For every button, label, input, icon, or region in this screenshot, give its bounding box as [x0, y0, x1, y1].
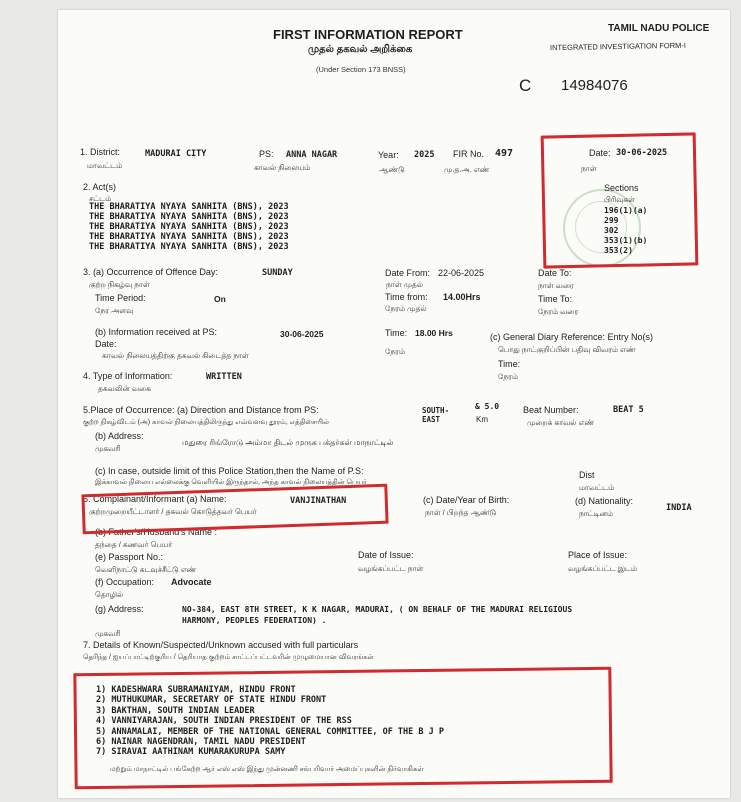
- form-name: INTEGRATED INVESTIGATION FORM-I: [549, 40, 687, 53]
- place-tamil: குற்ற நிகழ்விடம் (அ) காவல் நிலையத்திலிருந்து எவ்வளவு தூரம், எத்திசையில்: [83, 419, 329, 426]
- fir-value: 497: [495, 148, 514, 159]
- district-label: 1. District:: [80, 147, 121, 157]
- highlight-accused: [73, 667, 612, 790]
- occupation-tamil: தொழில்: [95, 590, 124, 599]
- beat-value: BEAT 5: [613, 405, 644, 415]
- sections-tamil: பிரிவுகள்: [604, 195, 635, 204]
- section-row: 302: [604, 226, 619, 235]
- passport-label: (e) Passport No.:: [95, 552, 164, 562]
- complainant-name: VANJINATHAN: [290, 496, 347, 506]
- district-tamil: மாவட்டம்: [87, 161, 123, 170]
- report-subtitle: (Under Section 173 BNSS): [316, 65, 406, 74]
- dist-label: Dist: [579, 470, 595, 480]
- ps-value: ANNA NAGAR: [286, 150, 338, 160]
- accused-row: 6) NAINAR NAGENDRAN, TAMIL NADU PRESIDENT: [96, 737, 306, 748]
- section-row: 299: [604, 216, 619, 225]
- info-type-value: WRITTEN: [206, 372, 242, 382]
- place-label: 5.Place of Occurrence: (a) Direction and Distance from PS:: [83, 405, 319, 415]
- year-value: 2025: [414, 150, 435, 160]
- accused-row: 1) KADESHWARA SUBRAMANIYAM, HINDU FRONT: [96, 685, 296, 695]
- date-from-label: Date From:: [385, 268, 431, 278]
- gd-time-label: Time:: [498, 359, 521, 369]
- gd-tamil: பொது நாட்குறிப்பின் பதிவு விவரம் எண்: [498, 345, 636, 354]
- accused-row: 4) VANNIYARAJAN, SOUTH INDIAN PRESIDENT OF THE RSS: [96, 716, 352, 727]
- issue-date-label: Date of Issue:: [358, 550, 414, 560]
- gd-time-tamil: நேரம்: [498, 372, 519, 381]
- nationality-tamil: நாட்டினம்: [579, 509, 613, 518]
- year-label: Year:: [378, 150, 399, 160]
- issue-date-tamil: வழங்கப்பட்ட நாள்: [358, 564, 424, 573]
- highlight-complainant: [81, 484, 388, 535]
- time-from-tamil: நேரம் முதல்: [385, 304, 427, 313]
- occurrence-tamil: குற்ற நிகழ்வு நாள்: [89, 280, 150, 289]
- date-from-tamil: நாள் முதல்: [386, 280, 424, 289]
- info-received-tamil: காவல் நிலையத்திற்கு தகவல் கிடைத்த நாள்: [102, 351, 249, 360]
- time-to-tamil: நேரம் வரை: [538, 307, 579, 316]
- time-period-label: Time Period:: [95, 293, 146, 303]
- district-value: MADURAI CITY: [145, 149, 207, 159]
- section-row: 353(2): [604, 246, 633, 255]
- occupation-value: Advocate: [171, 577, 212, 587]
- info-type-label: 4. Type of Information:: [83, 371, 173, 381]
- date-label: Date:: [589, 148, 611, 158]
- acts-label: 2. Act(s): [83, 182, 117, 192]
- org-name: TAMIL NADU POLICE: [608, 23, 710, 34]
- address-g-tamil: முகவரி: [95, 629, 121, 638]
- address-b-value: மதுரை ரிங்ரோடு அம்மா திடல் முருக பக்தர்கள் மாநாட்டில்: [182, 438, 394, 447]
- accused-tamil: தெரிந்த / ஐயப்பாட்டிற்குரிய / தெரியாத குற்றம் சாட்டப்பட்டவரின் முழுமையான விவரங்கள்: [83, 654, 374, 661]
- acts-tamil: சட்டம்: [89, 194, 112, 203]
- passport-tamil: வெளிநாட்டு கடவுச்சீட்டு எண்: [95, 565, 197, 574]
- info-received-label: (b) Information received at PS:: [95, 327, 218, 337]
- date-to-label: Date To:: [538, 268, 572, 278]
- serial-prefix: C: [519, 76, 532, 95]
- complainant-tamil: குற்றமுறையீட்டாளர் / தகவல் கொடுத்தவர் பெயர்: [89, 507, 257, 516]
- sections-label: Sections: [604, 183, 639, 193]
- act-row: THE BHARATIYA NYAYA SANHITA (BNS), 2023: [89, 202, 289, 212]
- outside-ps-label: (c) In case, outside limit of this Police Station,then the Name of P.S:: [95, 466, 364, 476]
- issue-place-tamil: வழங்கப்பட்ட இடம்: [568, 564, 638, 573]
- fir-label: FIR No.: [453, 149, 485, 159]
- accused-row: 7) SIRAVAI AATHINAM KUMARAKURUPA SAMY: [96, 747, 286, 758]
- act-row: THE BHARATIYA NYAYA SANHITA (BNS), 2023: [89, 212, 289, 222]
- accused-row: 2) MUTHUKUMAR, SECRETARY OF STATE HINDU FRONT: [96, 695, 327, 706]
- address-b-tamil: முகவரி: [95, 444, 121, 453]
- info-time-tamil: நேரம்: [385, 347, 406, 356]
- info-date-label: Date:: [95, 339, 117, 349]
- time-to-label: Time To:: [538, 294, 573, 304]
- occurrence-label: 3. (a) Occurrence of Offence Day:: [83, 267, 218, 277]
- beat-tamil: முறைக் காவல் எண்: [527, 418, 595, 427]
- date-tamil: நாள்: [581, 164, 597, 173]
- time-period-value: On: [214, 294, 226, 304]
- accused-label: 7. Details of Known/Suspected/Unknown accused with full particulars: [83, 640, 359, 650]
- info-type-tamil: தகவலின் வகை: [98, 384, 151, 393]
- father-tamil: தந்தை / கணவர் பெயர்: [95, 540, 173, 549]
- report-title-tamil: முதல் தகவல் அறிக்கை: [308, 44, 413, 55]
- info-time-label: Time:: [385, 328, 408, 338]
- distance-unit: Km: [476, 415, 488, 424]
- section-row: 353(1)(b): [604, 236, 648, 245]
- fir-document: [58, 10, 730, 798]
- acts-list: [89, 202, 289, 252]
- act-row: THE BHARATIYA NYAYA SANHITA (BNS), 2023: [89, 232, 289, 242]
- report-title: FIRST INFORMATION REPORT: [273, 27, 463, 42]
- address-g-line1: NO-384, EAST 8TH STREET, K K NAGAR, MADURAI, ( ON BEHALF OF THE MADURAI RELIGIOUS: [182, 605, 573, 614]
- occupation-label: (f) Occupation:: [95, 577, 155, 587]
- ps-tamil: காவல் நிலையம்: [254, 163, 311, 172]
- address-g-line2: HARMONY, PEOPLES FEDERATION) .: [182, 616, 327, 625]
- outside-ps-tamil: இக்காவல் நிலைய எல்லைக்கு வெளியில் இருந்தால், அந்த காவல் நிலையத்தின் பெயர்: [95, 479, 367, 486]
- serial-number: 14984076: [561, 77, 628, 94]
- distance-value: & 5.0: [475, 402, 500, 411]
- nationality-value: INDIA: [666, 503, 692, 513]
- gd-label: (c) General Diary Reference: Entry No(s): [490, 332, 654, 342]
- ps-label: PS:: [259, 149, 274, 159]
- time-from-value: 14.00Hrs: [443, 292, 481, 302]
- act-row: THE BHARATIYA NYAYA SANHITA (BNS), 2023: [89, 242, 289, 252]
- accused-row: 3) BAKTHAN, SOUTH INDIAN LEADER: [96, 705, 255, 716]
- fir-tamil: மு.த.அ. எண்: [444, 165, 490, 174]
- occurrence-day: SUNDAY: [262, 268, 293, 278]
- time-from-label: Time from:: [385, 292, 428, 302]
- dob-label: (c) Date/Year of Birth:: [423, 495, 510, 505]
- father-label: (b) Father's/Husband's Name :: [95, 527, 217, 537]
- time-period-tamil: நேர அளவு: [95, 306, 134, 315]
- date-value: 30-06-2025: [616, 148, 668, 158]
- address-b-label: (b) Address:: [95, 431, 144, 441]
- address-g-label: (g) Address:: [95, 604, 144, 614]
- complainant-label: 6. Complainant/Informant (a) Name:: [83, 494, 227, 504]
- act-row: THE BHARATIYA NYAYA SANHITA (BNS), 2023: [89, 222, 289, 232]
- accused-footer-tamil: மற்றும் மாநாட்டில் பங்கேற்ற ஆர் எஸ் எஸ் இந்து முன்னணி சங்பரிவார் அமைப்புகளின் நிர்வாகிகள்: [110, 766, 424, 773]
- direction-value: SOUTH-EAST: [422, 406, 450, 424]
- dob-tamil: நாள் / பிறந்த ஆண்டு: [425, 508, 497, 517]
- accused-row: 5) ANNAMALAI, MEMBER OF THE NATIONAL GENERAL COMMITTEE, OF THE B J P: [96, 726, 444, 737]
- year-tamil: ஆண்டு: [379, 165, 405, 174]
- date-from-value: 22-06-2025: [438, 268, 485, 278]
- highlight-date-sections: [541, 132, 699, 268]
- beat-label: Beat Number:: [523, 405, 579, 415]
- info-received-date: 30-06-2025: [280, 329, 324, 339]
- dist-tamil: மாவட்டம்: [579, 483, 615, 492]
- info-time-value: 18.00 Hrs: [415, 328, 453, 338]
- section-row: 196(1)(a): [604, 206, 648, 215]
- nationality-label: (d) Nationality:: [575, 496, 634, 506]
- issue-place-label: Place of Issue:: [568, 550, 628, 560]
- date-to-tamil: நாள் வரை: [538, 281, 574, 290]
